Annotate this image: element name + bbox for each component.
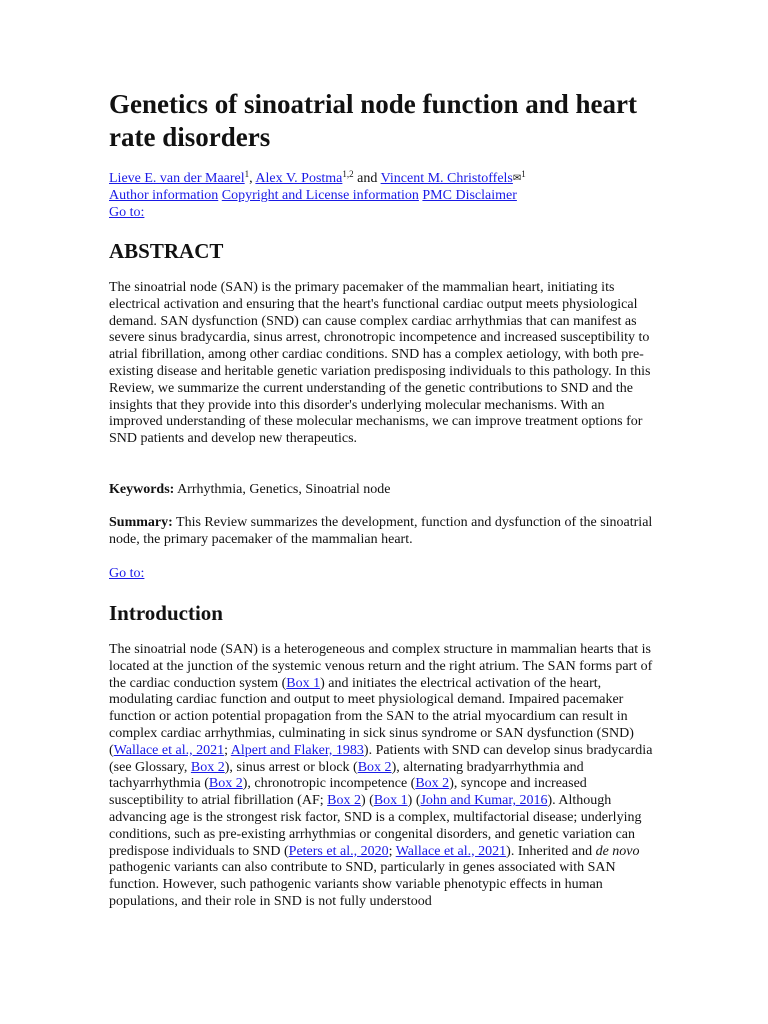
- text-run: ) (: [360, 793, 374, 809]
- box-link[interactable]: Box 2: [208, 776, 243, 792]
- citation-link[interactable]: Peters et al., 2020: [288, 843, 389, 859]
- text-run: ). Although advancing age is the strongest risk factor, SND is a complex, multifactorial disease; underlying conditions, such as pre-existing arrhythmias or congenital disorders, and genetic variation can predispose individuals to SND (: [109, 793, 642, 859]
- text-run: ;: [388, 843, 396, 859]
- text-run: ), syncope and increased susceptibility to atrial fibrillation (AF;: [109, 776, 587, 809]
- summary-label: Summary:: [109, 515, 173, 530]
- abstract-heading: ABSTRACT: [109, 239, 224, 263]
- goto-link[interactable]: Go to:: [109, 566, 145, 581]
- citation-link[interactable]: Wallace et al., 2021: [395, 843, 507, 859]
- box-link[interactable]: Box 1: [286, 675, 321, 691]
- text-run: ). Inherited and: [506, 843, 596, 859]
- box-link[interactable]: Box 1: [373, 793, 408, 809]
- affiliation-sup: 1: [521, 169, 526, 179]
- text-run-italic: de novo: [595, 843, 640, 859]
- author-link[interactable]: Vincent M. Christoffels: [380, 171, 513, 186]
- text-run: ), chronotropic incompetence (: [242, 776, 416, 792]
- abstract-text: The sinoatrial node (SAN) is the primary pacemaker of the mammalian heart, initiating its electrical activation and ensuring that the heart's functional cardiac output meets physiological demand. SAN dysfunction (SND) can cause complex cardiac arrhythmias that can manifest as severe sinus bradycardia, sinus arrest, chronotropic incompetence and increased susceptibility to atrial fibrillation, among other cardiac conditions. SND has a complex aetiology, with both pre-existing disease and heritable genetic variation predisposing individuals to this pathology. In this Review, we summarize the current understanding of the genetic contributions to SND and the insights that they provide into this disorder's underlying molecular mechanisms. With an improved understanding of these molecular mechanisms, we can improve treatment options for SND patients and develop new therapeutics.: [109, 280, 651, 447]
- citation-link[interactable]: Alpert and Flaker, 1983: [230, 742, 364, 758]
- author-list: Lieve E. van der Maarel$^1$, Alex V. Postma$^{1,2}$ and Vincent M. Christoffels✉$^1$: [109, 169, 526, 186]
- text-run: The sinoatrial node (SAN) is a heterogeneous and complex structure in mammalian hearts that is located at the junction of the systemic venous return and the right atrium. The SAN forms part of the cardiac conduction system (: [109, 642, 653, 691]
- box-link[interactable]: Box 2: [415, 776, 450, 792]
- copyright-license-link[interactable]: Copyright and License information: [221, 188, 419, 203]
- box-link[interactable]: Box 2: [327, 793, 361, 809]
- text-run: pathogenic variants can also contribute to SND, particularly in genes associated with SAN function. However, such pathogenic variants show variable phenotypic effects in human populations, and their role in SND is not fully understood: [109, 860, 616, 909]
- keywords-line: [109, 482, 661, 499]
- text-run: ). Patients with SND can develop sinus bradycardia (see Glossary,: [109, 742, 653, 775]
- keywords-value: Arrhythmia, Genetics, Sinoatrial node: [177, 482, 391, 497]
- goto-row: [109, 204, 144, 221]
- mail-icon[interactable]: ✉: [512, 173, 522, 184]
- article-info-links: [109, 187, 517, 204]
- text-run: ), sinus arrest or block (: [224, 759, 358, 775]
- affiliation-sup: 1: [244, 169, 250, 179]
- author-information-link[interactable]: Author information: [109, 188, 219, 203]
- and-text: and: [353, 171, 381, 186]
- affiliation-sup: 1,2: [342, 169, 354, 179]
- goto-link[interactable]: Go to:: [109, 205, 145, 220]
- summary-line: [109, 515, 661, 549]
- keywords-label: Keywords:: [109, 482, 175, 497]
- goto-row: [109, 566, 661, 583]
- box-link[interactable]: Box 2: [357, 759, 392, 775]
- author-link[interactable]: Lieve E. van der Maarel: [109, 171, 245, 186]
- citation-link[interactable]: Wallace et al., 2021: [113, 742, 225, 758]
- summary-value: This Review summarizes the development, function and dysfunction of the sinoatrial node, the primary pacemaker of the mammalian heart.: [109, 515, 653, 547]
- article-title: Genetics of sinoatrial node function and heart rate disorders: [109, 89, 638, 152]
- text-run: ), alternating bradyarrhythmia and tachyarrhythmia (: [109, 759, 584, 792]
- pmc-disclaimer-link[interactable]: PMC Disclaimer: [422, 188, 517, 203]
- citation-link[interactable]: John and Kumar, 2016: [420, 793, 548, 809]
- text-run: ) and initiates the electrical activation of the heart, modulating cardiac function and output to meet physiological demand. Impaired pacemaker function or action potential propagation from the SAN to the atrial myocardium can result in complex cardiac arrhythmias, culminating in sick sinus syndrome or SAN dysfunction (SND) (: [109, 675, 634, 758]
- box-link[interactable]: Box 2: [190, 759, 225, 775]
- text-run: ) (: [407, 793, 421, 809]
- text-run: ;: [224, 742, 231, 758]
- introduction-heading: Introduction: [109, 601, 223, 625]
- author-link[interactable]: Alex V. Postma: [255, 171, 343, 186]
- introduction-text: [109, 642, 661, 911]
